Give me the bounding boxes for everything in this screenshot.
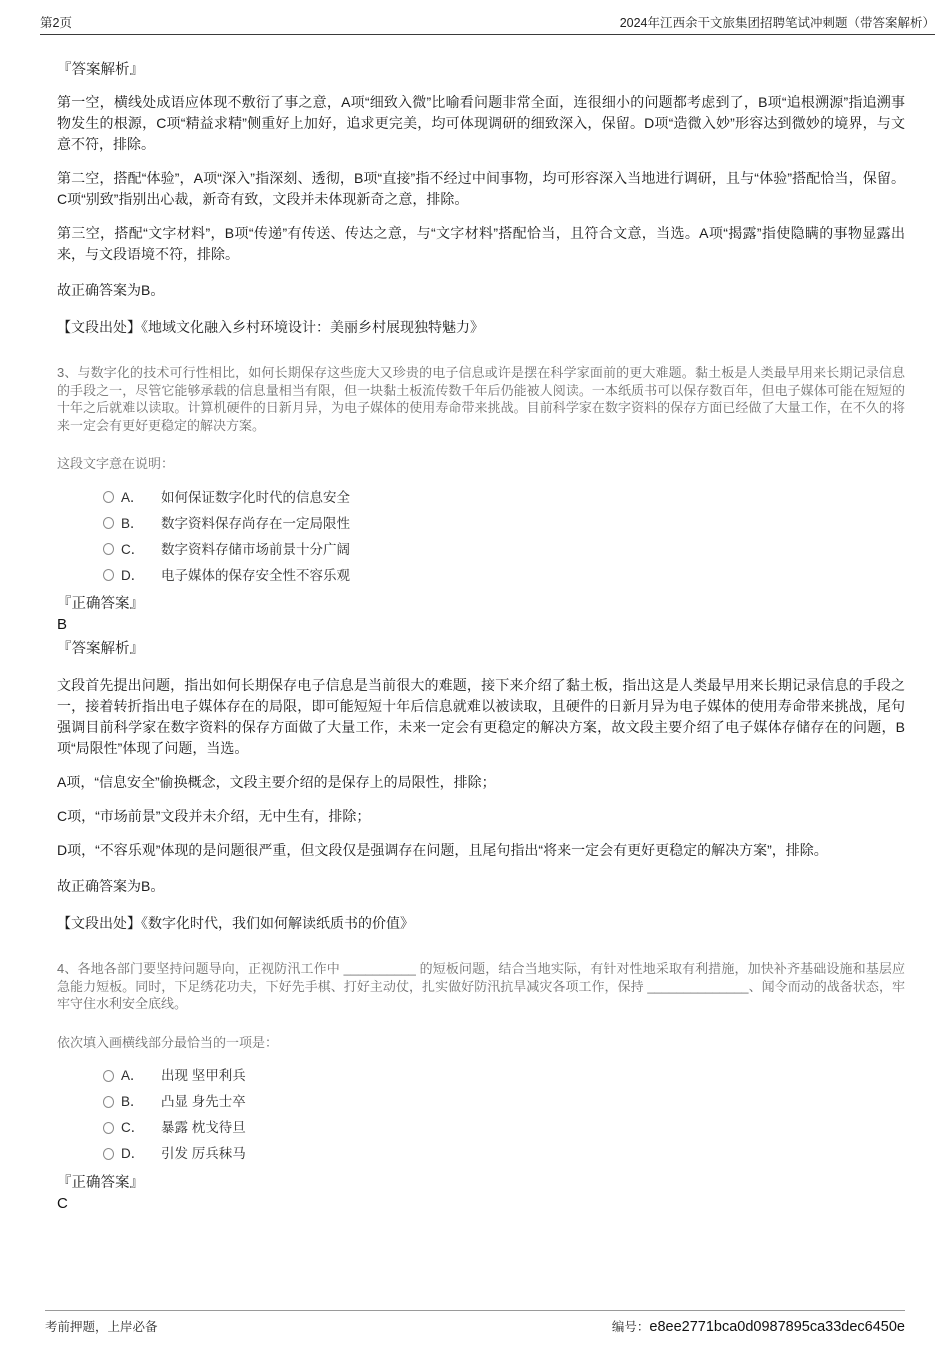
radio-button-icon[interactable] bbox=[103, 569, 114, 581]
verdict-text: 故正确答案为B。 bbox=[57, 282, 165, 298]
radio-button-icon[interactable] bbox=[103, 1122, 114, 1134]
radio-button-icon[interactable] bbox=[103, 517, 114, 529]
document-title: 2024年江西余干文旅集团招聘笔试冲刺题（带答案解析） bbox=[619, 16, 935, 30]
option-row-c[interactable] bbox=[103, 1119, 905, 1134]
option-text: 凸显 身先士卒 bbox=[161, 1094, 246, 1109]
option-letter: D． bbox=[121, 1146, 145, 1161]
option-text: 如何保证数字化时代的信息安全 bbox=[161, 489, 350, 505]
analysis-paragraph: D项，“不容乐观”体现的是问题很严重，但文段仅是强调存在问题，且尾句指出“将来一定会有更好更稳定的解决方案”，排除。 bbox=[57, 842, 828, 858]
analysis-paragraph: 文段首先提出问题，指出如何长期保存电子信息是当前很大的难题，接下来介绍了黏土板，指出这是人类最早用来长期记录信息的手段之一，接着转折指出电子媒体存在的局限，即可能短短十年后信息就难以被读取，且硬件的日新月异为电子媒体的使用寿命带来挑战，尾句强调目前科学家在数字资料的保存方面做了大量工作，未来一定会有更稳定的解决方案，故文段主要介绍了电子媒体存储存在的问题，B项“局限性”体现了问题，当选。 bbox=[57, 677, 905, 756]
option-letter: B． bbox=[121, 1094, 144, 1109]
source-reference: 【文段出处】《地域文化融入乡村环境设计：美丽乡村展现独特魅力》 bbox=[57, 319, 484, 335]
radio-button-icon[interactable] bbox=[103, 1070, 114, 1082]
source-reference: 【文段出处】《数字化时代，我们如何解读纸质书的价值》 bbox=[57, 915, 414, 931]
serial-label: 编号： bbox=[611, 1320, 650, 1334]
analysis-paragraph: 第一空，横线处成语应体现不敷衍了事之意，A项“细致入微”比喻看问题非常全面，连很细小的问题都考虑到了，B项“追根溯源”指追溯事物发生的根源，C项“精益求精”侧重好上加好，追求更完美，均可体现调研的细致深入，保留。D项“造微入妙”形容达到微妙的境界，与文意不符，排除。 bbox=[57, 94, 905, 152]
option-row-c[interactable] bbox=[103, 540, 905, 555]
option-row-b[interactable] bbox=[103, 1093, 905, 1108]
correct-answer-value: B bbox=[57, 616, 68, 633]
option-letter: B． bbox=[121, 515, 144, 531]
option-text: 暴露 枕戈待旦 bbox=[161, 1120, 246, 1135]
correct-answer-label: 『正确答案』 bbox=[57, 596, 144, 612]
page-footer bbox=[45, 1310, 905, 1335]
footer-serial bbox=[612, 1317, 905, 1335]
option-row-d[interactable] bbox=[103, 566, 905, 581]
analysis-paragraph: A项，“信息安全”偷换概念，文段主要介绍的是保存上的局限性，排除； bbox=[57, 774, 496, 790]
option-text: 电子媒体的保存安全性不容乐观 bbox=[161, 567, 350, 583]
question4-stem: 4、各地各部门要坚持问题导向，正视防汛工作中 __________ 的短板问题，结合当地实际，有针对性地采取有利措施，加快补齐基础设施和基层应急能力短板。同时，下足绣花功夫，下好先手棋、打好主动仗，扎实做好防汛抗旱减灾各项工作，保持 ______________、闻令而动的战备状态，牢牢守住水利安全底线。 bbox=[57, 961, 905, 1011]
question4-prompt: 依次填入画横线部分最恰当的一项是： bbox=[57, 1034, 279, 1050]
option-text: 数字资料保存尚存在一定局限性 bbox=[161, 515, 350, 531]
verdict-text: 故正确答案为B。 bbox=[57, 878, 165, 894]
option-letter: A． bbox=[121, 1068, 144, 1083]
analysis-label: 『答案解析』 bbox=[57, 641, 144, 657]
option-row-d[interactable] bbox=[103, 1145, 905, 1160]
footer-slogan: 考前押题，上岸必备 bbox=[45, 1320, 158, 1334]
option-row-a[interactable] bbox=[103, 1067, 905, 1082]
radio-button-icon[interactable] bbox=[103, 491, 114, 503]
page-content bbox=[57, 58, 905, 1213]
option-text: 引发 厉兵秣马 bbox=[161, 1146, 246, 1161]
option-text: 出现 坚甲利兵 bbox=[161, 1068, 246, 1083]
analysis-label: 『答案解析』 bbox=[57, 62, 144, 78]
option-letter: C． bbox=[121, 1120, 145, 1135]
question3-prompt: 这段文字意在说明： bbox=[57, 456, 175, 471]
option-text: 数字资料存储市场前景十分广阔 bbox=[161, 541, 350, 557]
radio-button-icon[interactable] bbox=[103, 1148, 114, 1160]
correct-answer-value: C bbox=[57, 1194, 68, 1212]
correct-answer-label: 『正确答案』 bbox=[57, 1174, 144, 1191]
page-header bbox=[40, 0, 935, 35]
analysis-paragraph: C项，“市场前景”文段并未介绍，无中生有，排除； bbox=[57, 808, 371, 824]
serial-value: e8ee2771bca0d0987895ca33dec6450e bbox=[649, 1319, 905, 1335]
question3-options bbox=[103, 488, 905, 581]
analysis-paragraph: 第二空，搭配“体验”，A项“深入”指深刻、透彻，B项“直接”指不经过中间事物，均可形容深入当地进行调研，且与“体验”搭配恰当，保留。C项“别致”指别出心裁，新奇有致，文段并未体现新奇之意，排除。 bbox=[57, 170, 905, 207]
radio-button-icon[interactable] bbox=[103, 543, 114, 555]
page-number: 第2页 bbox=[40, 16, 72, 30]
option-letter: C． bbox=[121, 541, 145, 557]
option-letter: D． bbox=[121, 567, 145, 583]
option-row-b[interactable] bbox=[103, 514, 905, 529]
question3-stem: 3、与数字化的技术可行性相比，如何长期保存这些庞大又珍贵的电子信息或许是摆在科学家面前的更大难题。黏土板是人类最早用来长期记录信息的手段之一，尽管它能够承载的信息量相当有限，但一块黏土板流传数千年后仍能被人阅读。一本纸质书可以保存数百年，但电子媒体可能在短短的十年之后就难以读取。计算机硬件的日新月异，为电子媒体的使用寿命带来挑战。目前科学家在数字资料的保存方面已经做了大量工作，在不久的将来一定会有更好更稳定的解决方案。 bbox=[57, 365, 905, 433]
analysis-paragraph: 第三空，搭配“文字材料”，B项“传递”有传送、传达之意，与“文字材料”搭配恰当，且符合文意，当选。A项“揭露”指使隐瞒的事物显露出来，与文段语境不符，排除。 bbox=[57, 225, 905, 262]
option-letter: A． bbox=[121, 489, 144, 505]
option-row-a[interactable] bbox=[103, 488, 905, 503]
question4-options bbox=[103, 1067, 905, 1160]
radio-button-icon[interactable] bbox=[103, 1096, 114, 1108]
